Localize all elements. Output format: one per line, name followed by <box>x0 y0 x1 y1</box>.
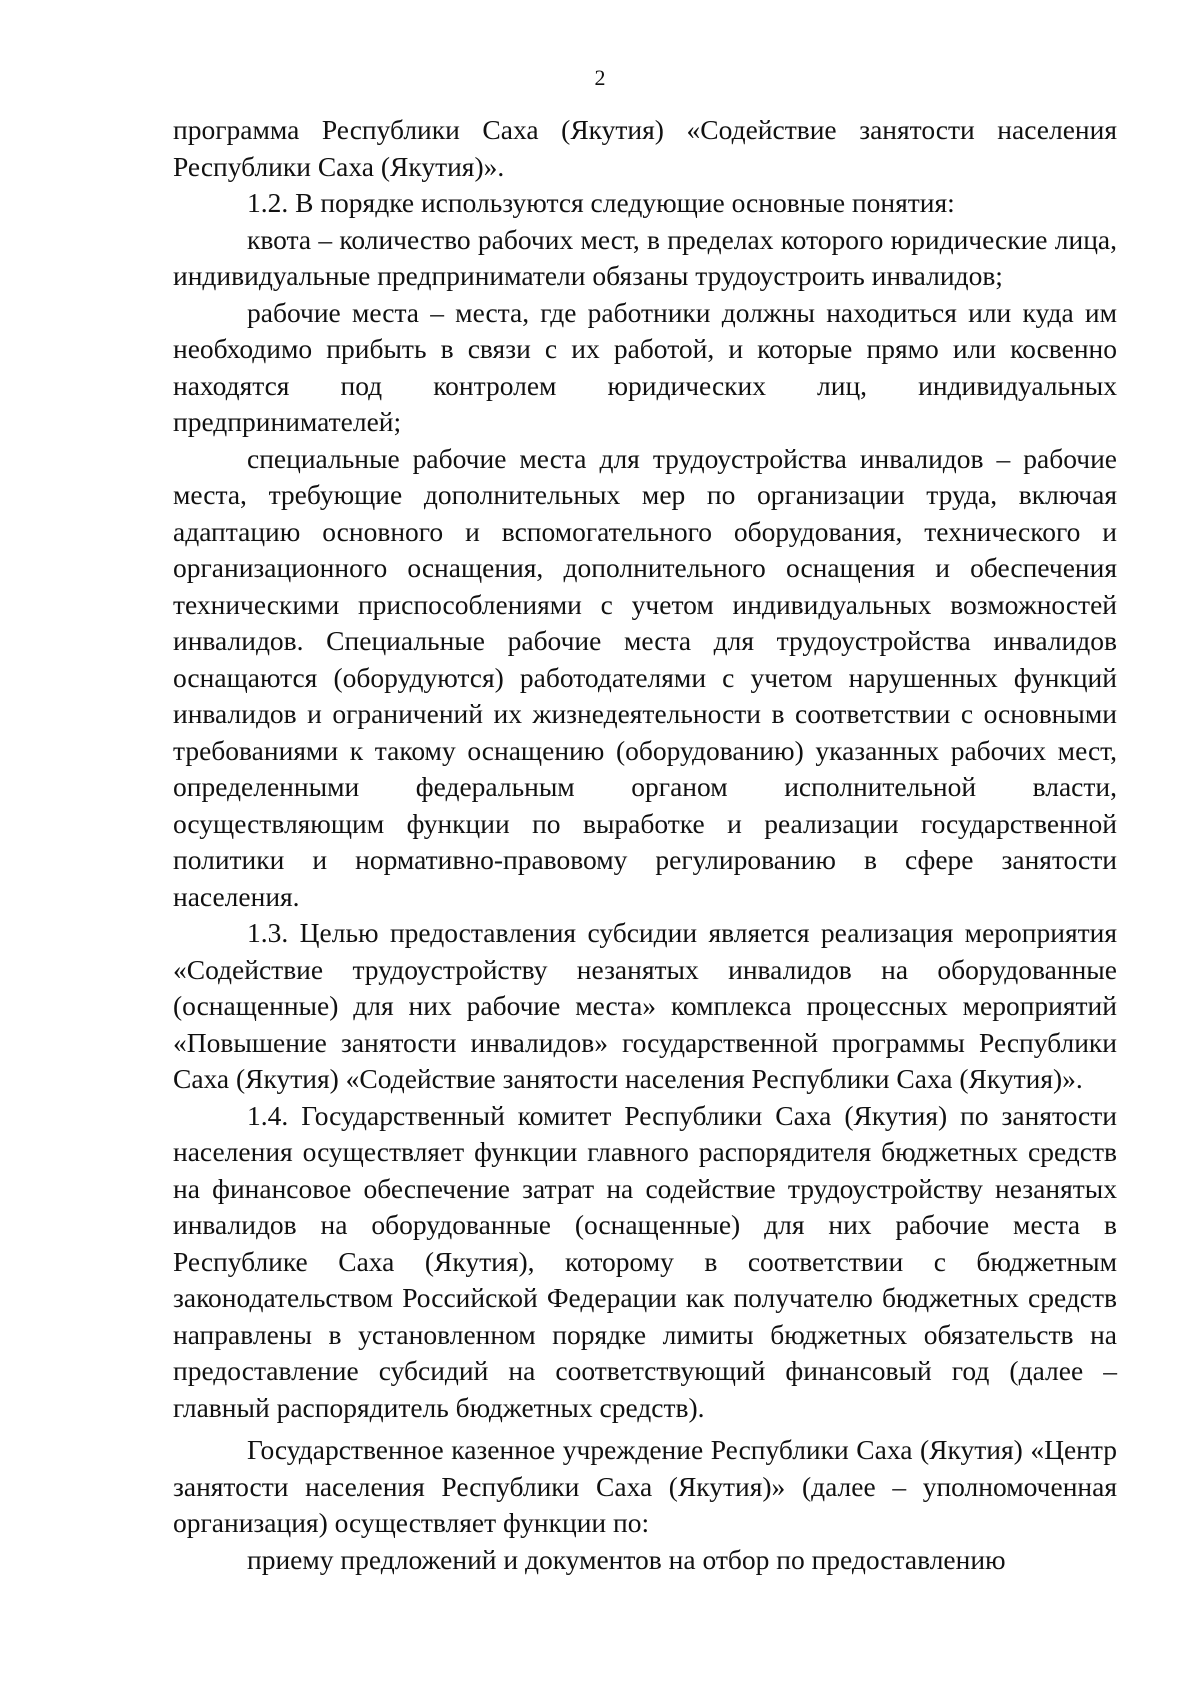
paragraph-authorized-organization: Государственное казенное учреждение Республики Саха (Якутия) «Центр занятости населения Республики Саха (Якутия)» (далее – уполномоченная организация) осуществляет функции по: <box>173 1434 1117 1538</box>
document-body <box>173 112 1117 1578</box>
paragraph-special-workplaces-definition: специальные рабочие места для трудоустройства инвалидов – рабочие места, требующие дополнительных мер по организации труда, включая адаптацию основного и вспомогательного оборудования, технического и организационного оснащения, дополнительного оснащения и обеспечения техническими приспособлениями с учетом индивидуальных возможностей инвалидов. Специальные рабочие места для трудоустройства инвалидов оснащаются (оборудуются) работодателями с учетом нарушенных функций инвалидов и ограничений их жизнедеятельности в соответствии с основными требованиями к такому оснащению (оборудованию) указанных рабочих мест, определенными федеральным органом исполнительной власти, осуществляющим функции по выработке и реализации государственной политики и нормативно-правовому регулированию в сфере занятости населения. <box>173 442 1117 912</box>
paragraph-1-3: 1.3. Целью предоставления субсидии является реализация мероприятия «Содействие трудоустройству незанятых инвалидов на оборудованные (оснащенные) для них рабочие места» комплекса процессных мероприятий «Повышение занятости инвалидов» государственной программы Республики Саха (Якутия) «Содействие занятости населения Республики Саха (Якутия)». <box>173 917 1117 1094</box>
page-number: 2 <box>594 65 606 90</box>
paragraph-program-continuation: программа Республики Саха (Якутия) «Содействие занятости населения Республики Саха (Якутия)». <box>173 114 1117 182</box>
paragraph-workplaces-definition: рабочие места – места, где работники должны находиться или куда им необходимо прибыть в связи с их работой, и которые прямо или косвенно находятся под контролем юридических лиц, индивидуальных предпринимателей; <box>173 296 1117 437</box>
paragraph-1-2: 1.2. В порядке используются следующие основные понятия: <box>247 187 955 218</box>
paragraph-1-4: 1.4. Государственный комитет Республики Саха (Якутия) по занятости населения осуществляет функции главного распорядителя бюджетных средств на финансовое обеспечение затрат на содействие трудоустройству незанятых инвалидов на оборудованные (оснащенные) для них рабочие места в Республике Саха (Якутия), которому в соответствии с бюджетным законодательством Российской Федерации как получателю бюджетных средств направлены в установленном порядке лимиты бюджетных обязательств на предоставление субсидий на соответствующий финансовый год (далее – главный распорядитель бюджетных средств). <box>173 1099 1117 1423</box>
paragraph-quota-definition: квота – количество рабочих мест, в пределах которого юридические лица, индивидуальные предприниматели обязаны трудоустроить инвалидов; <box>173 223 1117 291</box>
paragraph-functions-start: приему предложений и документов на отбор по предоставлению <box>247 1543 1006 1575</box>
